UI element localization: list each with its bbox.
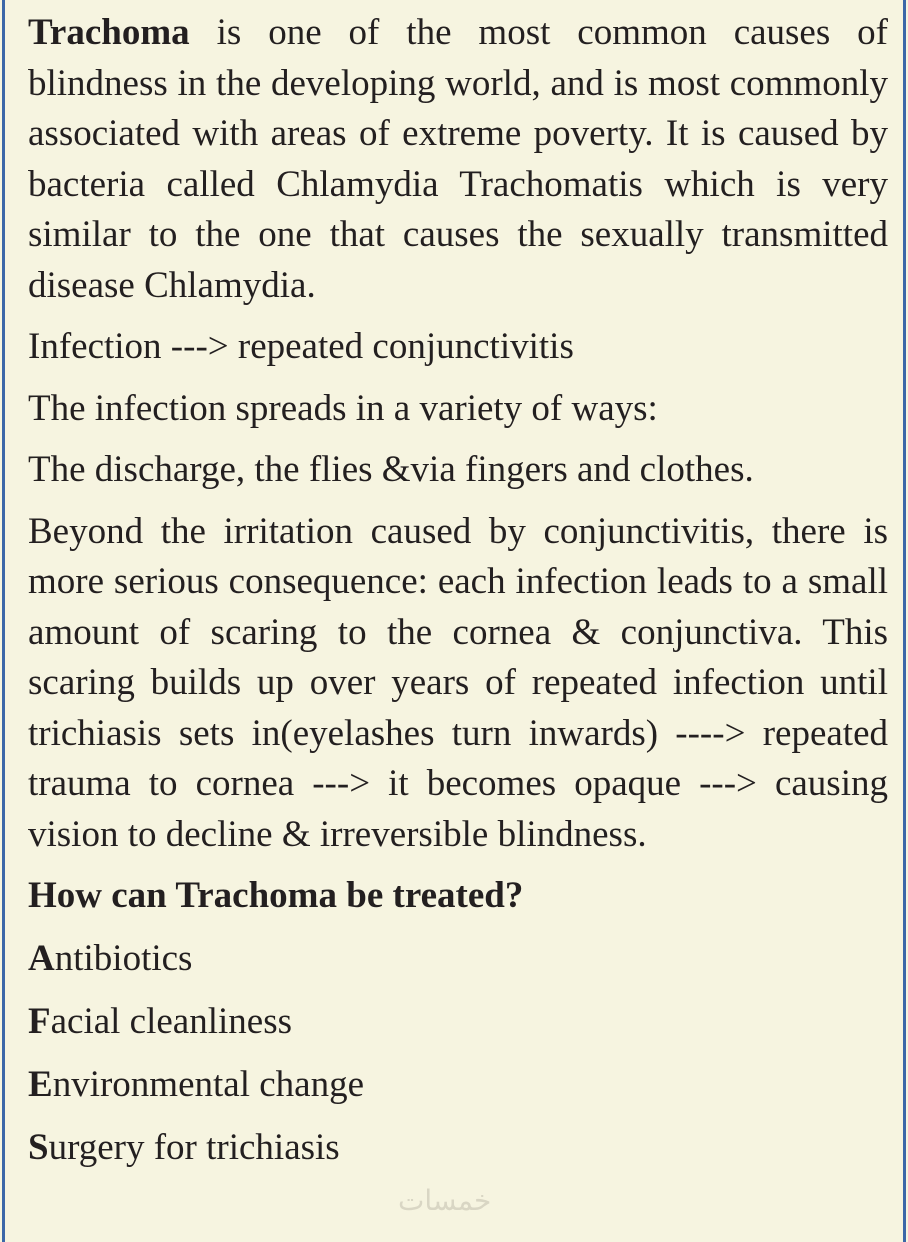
intro-text: is one of the most common causes of blindness in the developing world, and is most commonly associated with areas of extreme poverty. It is caused by bacteria called Chlamydia Trachomatis which is very similar to the one that causes the sexually transmitted disease Chlamydia. <box>28 12 888 306</box>
intro-paragraph <box>28 8 888 311</box>
treatment-item-environmental-change <box>28 1059 888 1111</box>
treatment-text: urgery for trichiasis <box>48 1126 340 1168</box>
treatment-heading: How can Trachoma be treated? <box>28 875 524 916</box>
treatment-initial: E <box>28 1063 53 1105</box>
infection-line: Infection ---> repeated conjunctivitis <box>28 326 574 367</box>
spread-line: The infection spreads in a variety of ways: <box>28 387 658 429</box>
treatment-initial: S <box>28 1126 49 1168</box>
treatment-item-surgery <box>28 1122 888 1174</box>
treatment-initial: F <box>28 1000 51 1042</box>
info-box <box>2 0 906 1242</box>
info-content <box>28 8 888 1185</box>
treatment-text: nvironmental change <box>52 1063 364 1105</box>
treatment-text: acial cleanliness <box>50 1000 293 1042</box>
treatment-text: ntibiotics <box>54 937 193 979</box>
treatment-initial: A <box>28 937 55 979</box>
consequence-paragraph: Beyond the irritation caused by conjunctivitis, there is more serious consequence: each infection leads to a small amount of scaring to the cornea & conjunctiva. This scaring builds up over years of repeated infection until trichiasis sets in(eyelashes turn inwards) ----> repeated trauma to cornea ---> it becomes opaque ---> causing vision to decline & irreversible blindness. <box>28 510 888 855</box>
treatment-item-facial-cleanliness <box>28 996 888 1048</box>
treatment-item-antibiotics <box>28 933 888 985</box>
spread-ways-line: The discharge, the flies &via fingers and clothes. <box>28 449 754 490</box>
watermark-logo: خمسات <box>398 1184 492 1217</box>
trachoma-term: Trachoma <box>28 12 190 53</box>
